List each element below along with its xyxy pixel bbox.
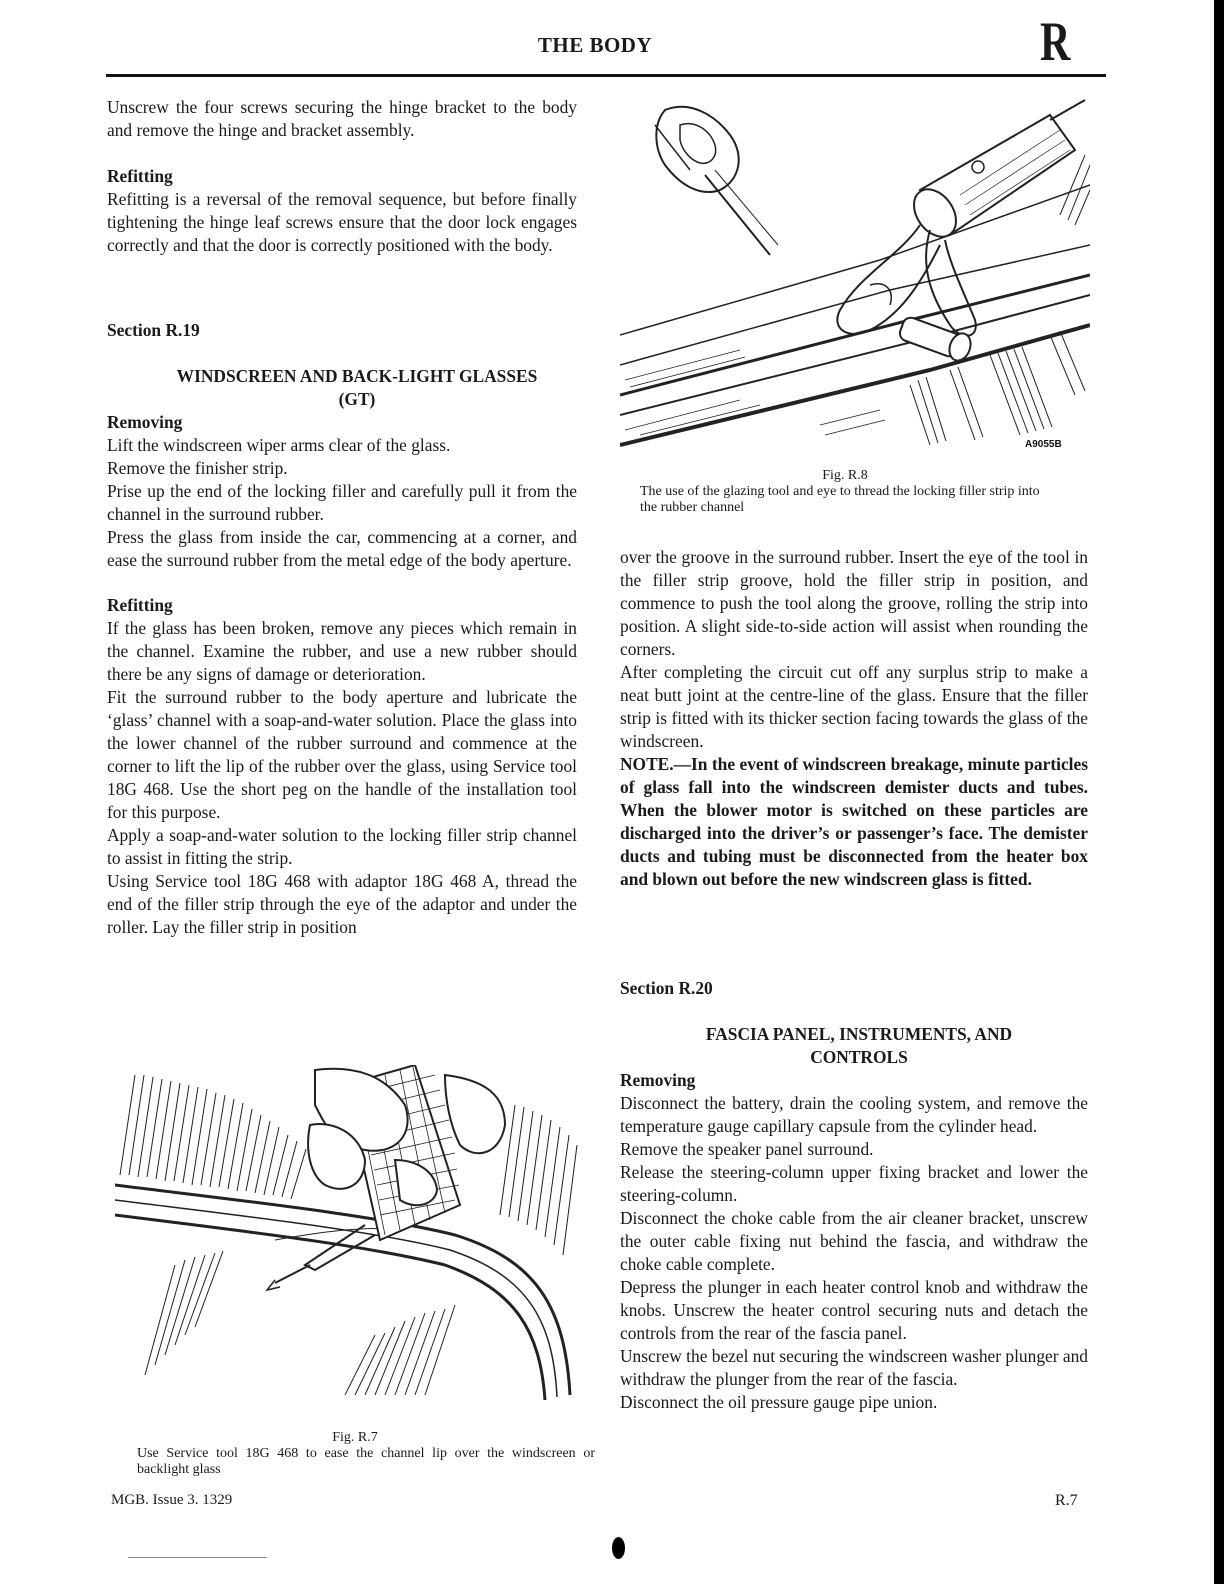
footer-issue: MGB. Issue 3. 1329 — [111, 1492, 233, 1508]
refitting-paragraph: Using Service tool 18G 468 with adaptor 18G 468 A, thread the end of the filler strip through the eye of the adaptor and under the roller. Lay the filler strip in position — [107, 871, 577, 937]
fig-r8-caption-block — [640, 468, 1060, 516]
section-subtitle-r20: CONTROLS — [810, 1047, 908, 1067]
section-subtitle-r19: (GT) — [338, 389, 376, 409]
section-title-r20: FASCIA PANEL, INSTRUMENTS, AND — [705, 1024, 1013, 1044]
refitting-paragraph: Fit the surround rubber to the body aperture and lubricate the ‘glass’ channel with a soap-and-water solution. Place the glass into the lower channel of the rubber surround and commence at the corner to lift the lip of the rubber over the glass, using Service tool 18G 468. Use the short peg on the handle of the installation tool for this purpose. — [107, 687, 577, 822]
removing-paragraph: Depress the plunger in each heater control knob and withdraw the knobs. Unscrew the heater control securing nuts and detach the controls from the rear of the fascia panel. — [620, 1277, 1088, 1343]
note-paragraph: NOTE.—In the event of windscreen breakage, minute particles of glass fall into the windscreen demister ducts and tubes. When the blower motor is switched on these particles are discharged into the driver’s or passenger’s face. The demister ducts and tubing must be disconnected from the heater box and blown out before the new windscreen glass is fitted. — [620, 754, 1088, 889]
left-column — [107, 96, 577, 939]
body-paragraph: over the groove in the surround rubber. Insert the eye of the tool in the filler strip groove, hold the filler strip in position, and commence to push the tool along the groove, rolling the strip into position. A slight side-to-side action will assist when rounding the corners. — [620, 547, 1088, 659]
refitting-heading: Refitting — [107, 166, 173, 186]
removing-paragraph: Prise up the end of the locking filler and carefully pull it from the channel in the surround rubber. — [107, 481, 577, 524]
intro-paragraph: Unscrew the four screws securing the hinge bracket to the body and remove the hinge and bracket assembly. — [107, 97, 577, 140]
body-paragraph: After completing the circuit cut off any surplus strip to make a neat butt joint at the centre-line of the glass. Ensure that the filler strip is fitted with its thicker section facing towards the glass of the windscreen. — [620, 662, 1088, 751]
bottom-link-line — [128, 1557, 267, 1558]
page-edge-bar — [1214, 0, 1224, 1584]
right-column — [620, 546, 1088, 891]
removing-paragraph: Remove the speaker panel surround. — [620, 1139, 874, 1159]
removing-paragraph: Press the glass from inside the car, commencing at a corner, and ease the surround rubber from the metal edge of the body aperture. — [107, 527, 577, 570]
refitting-paragraph: If the glass has been broken, remove any pieces which remain in the channel. Examine the rubber, and use a new rubber should there be any signs of damage or deterioration. — [107, 618, 577, 684]
removing-heading-r20: Removing — [620, 1070, 696, 1090]
fig-r8-label: Fig. R.8 — [822, 468, 868, 483]
fig-r7-caption-block — [115, 1430, 595, 1478]
section-heading-r19: Section R.19 — [107, 320, 200, 340]
removing-paragraph: Disconnect the oil pressure gauge pipe union. — [620, 1392, 938, 1412]
fig-r7-label: Fig. R.7 — [332, 1430, 378, 1445]
refitting-paragraph: Refitting is a reversal of the removal sequence, but before finally tightening the hinge leaf screws ensure that the door lock engages correctly and that the door is correctly positioned with the body. — [107, 189, 577, 255]
removing-paragraph: Disconnect the battery, drain the cooling system, and remove the temperature gauge capillary capsule from the cylinder head. — [620, 1093, 1088, 1136]
section-title-r19: WINDSCREEN AND BACK-LIGHT GLASSES — [176, 366, 538, 386]
fig-r8-caption: The use of the glazing tool and eye to thread the locking filler strip into the rubber channel — [640, 484, 1040, 515]
removing-paragraph: Disconnect the choke cable from the air cleaner bracket, unscrew the outer cable fixing nut behind the fascia, and withdraw the choke cable complete. — [620, 1208, 1088, 1274]
fig-r8-code: A9055B — [1025, 439, 1062, 450]
footer-page-number: R.7 — [1055, 1492, 1078, 1509]
fig-r7-caption: Use Service tool 18G 468 to ease the channel lip over the windscreen or backlight glass — [137, 1446, 595, 1477]
section-heading-r20: Section R.20 — [620, 978, 713, 998]
header-rule — [106, 74, 1106, 77]
refitting-heading-2: Refitting — [107, 595, 173, 615]
fig-r7-illustration — [115, 1065, 585, 1410]
refitting-paragraph: Apply a soap-and-water solution to the locking filler strip channel to assist in fitting the strip. — [107, 825, 577, 868]
right-column-section-r20 — [620, 977, 1088, 1414]
removing-heading: Removing — [107, 412, 183, 432]
fig-r8-illustration — [620, 95, 1090, 460]
removing-paragraph: Lift the windscreen wiper arms clear of the glass. — [107, 435, 451, 455]
section-letter: R — [1040, 11, 1071, 73]
removing-paragraph: Unscrew the bezel nut securing the windscreen washer plunger and withdraw the plunger from the rear of the fascia. — [620, 1346, 1088, 1389]
punch-hole-mark — [612, 1537, 625, 1559]
removing-paragraph: Release the steering-column upper fixing bracket and lower the steering-column. — [620, 1162, 1088, 1205]
removing-paragraph: Remove the finisher strip. — [107, 458, 288, 478]
page-title: THE BODY — [537, 33, 653, 57]
